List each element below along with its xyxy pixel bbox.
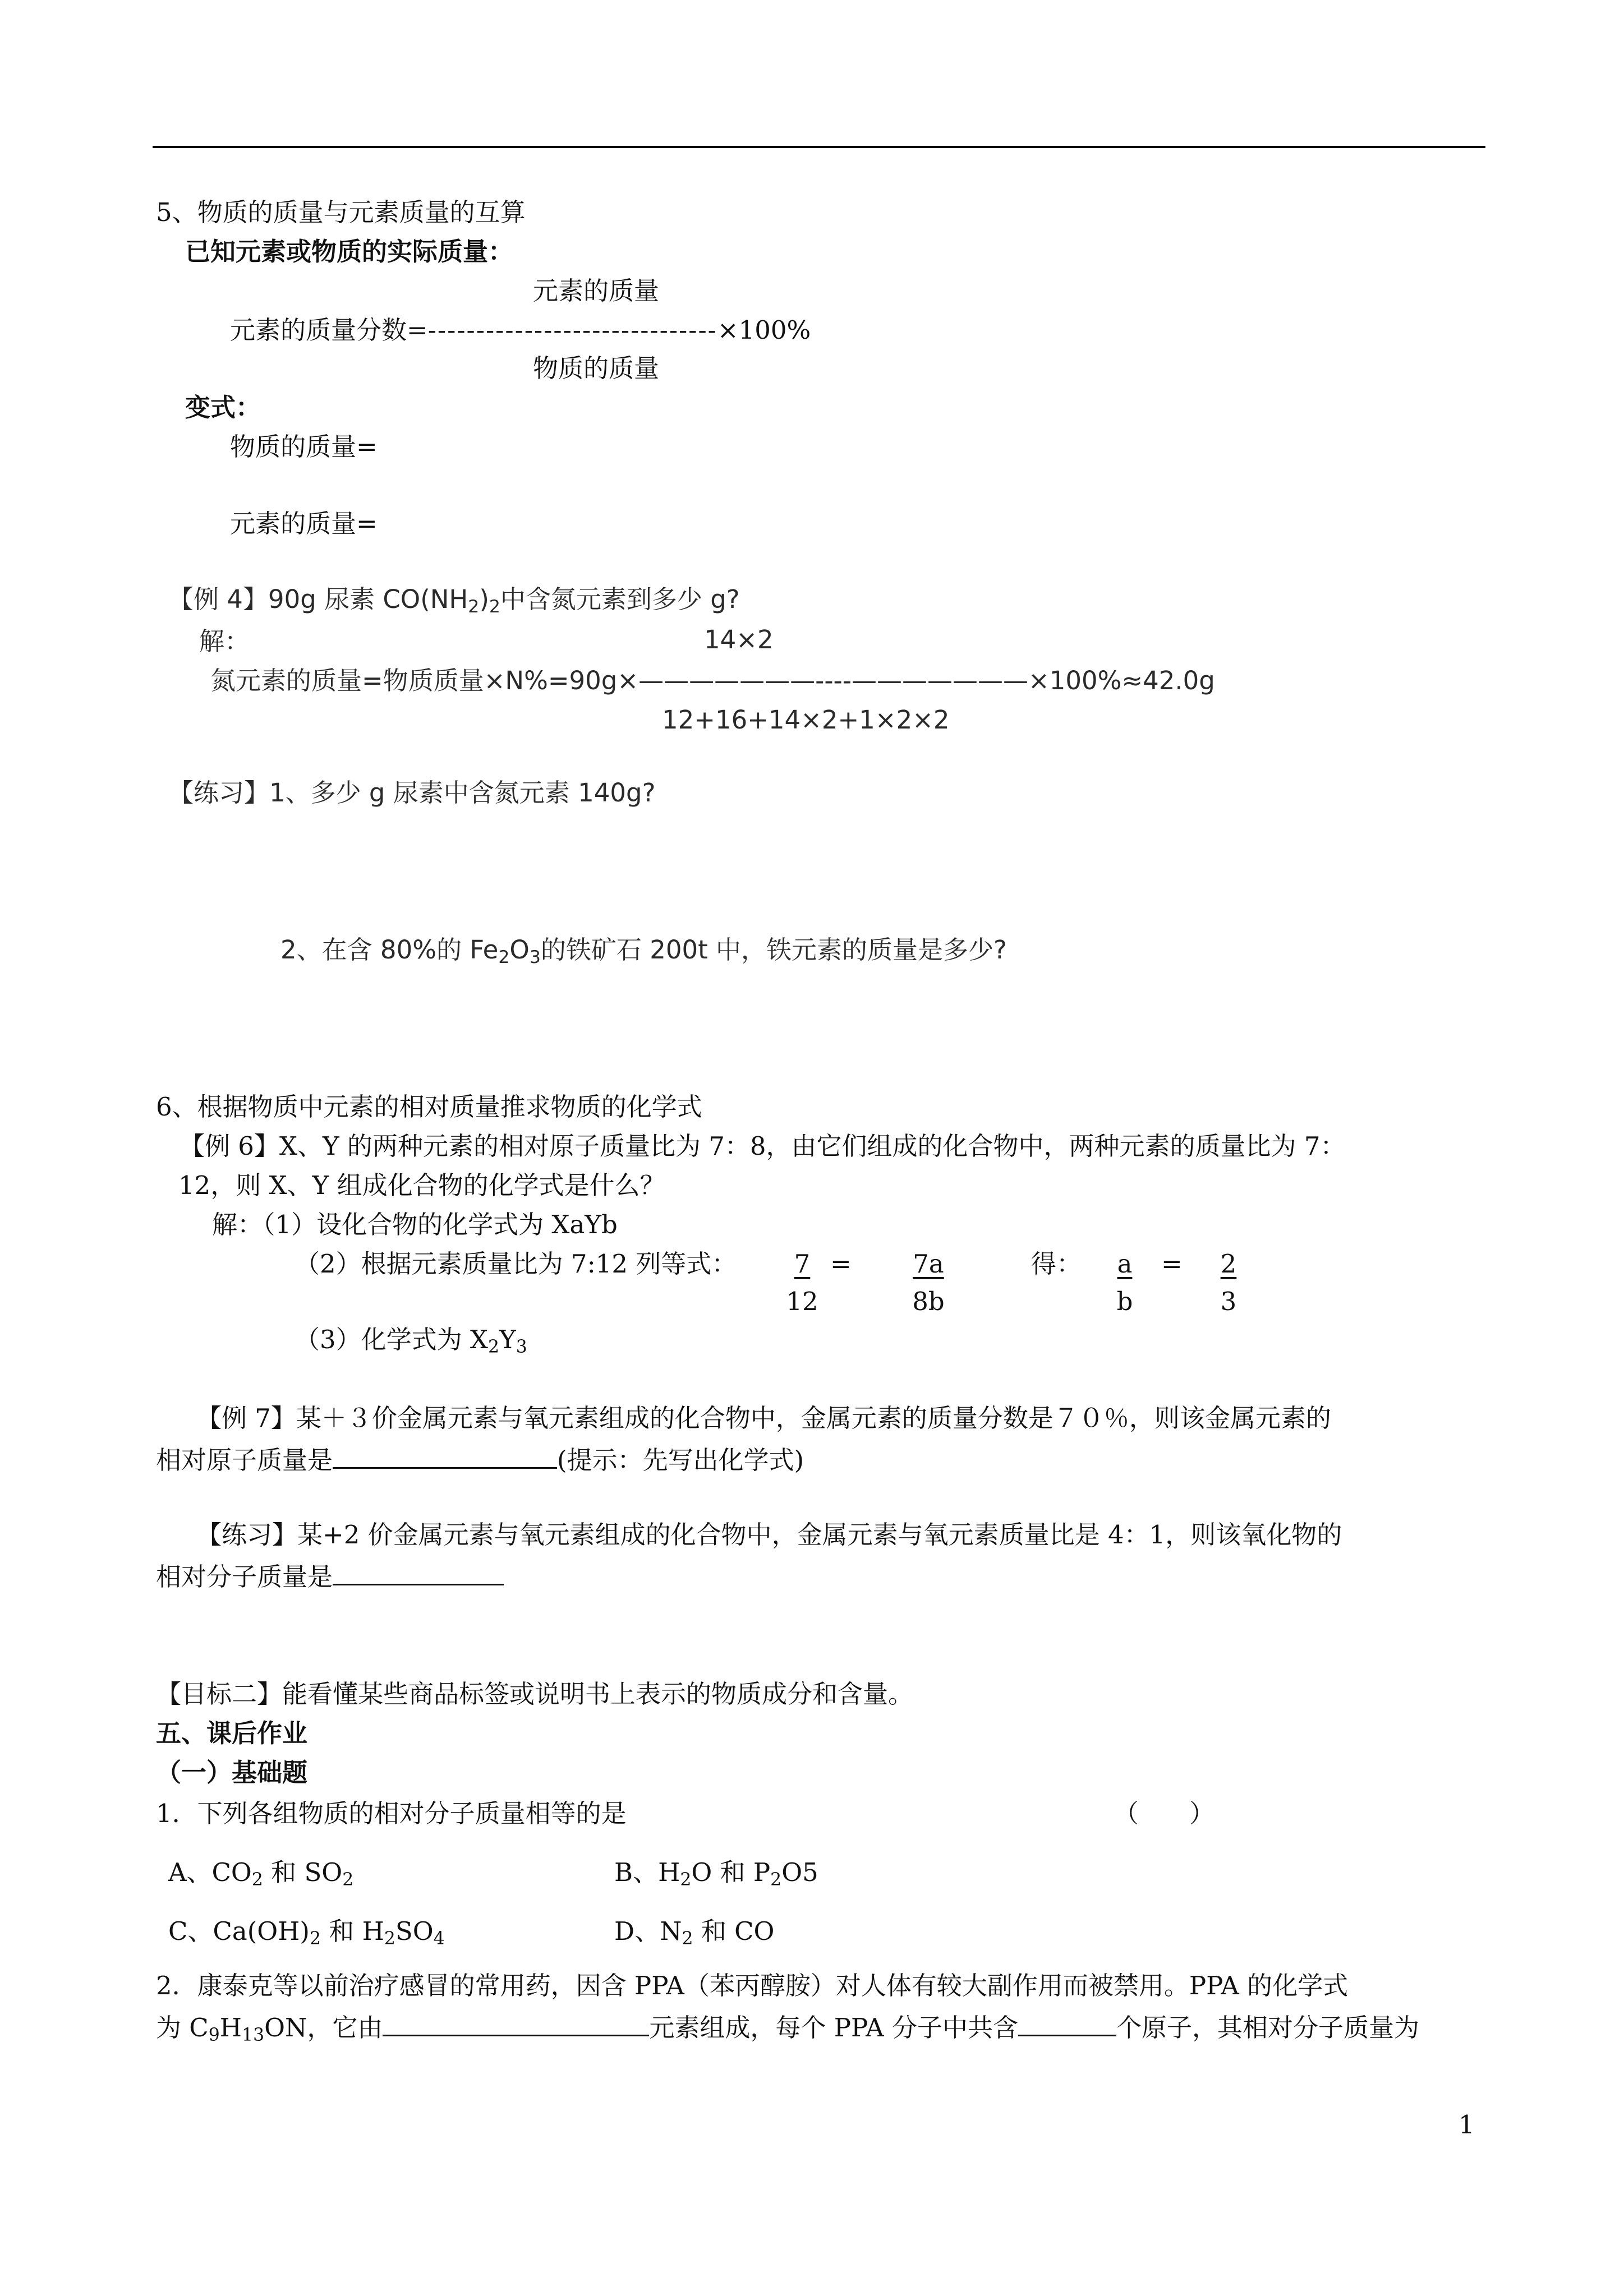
fraction-3-denominator: b: [1116, 1287, 1133, 1316]
question-1: 1．下列各组物质的相对分子质量相等的是: [156, 1799, 627, 1828]
option-d: D、$N_2$ 和 CO: [614, 1916, 775, 1949]
practice-2-line-1: 【练习】某+2 价金属元素与氧元素组成的化合物中，金属元素与氧元素质量比是 4：1，则该氧化物的: [196, 1520, 1342, 1550]
question-2-atoms-blank[interactable]: [1018, 2009, 1116, 2036]
example-6-step-1: 解：（1）设化合物的化学式为 XaYb: [212, 1210, 618, 1239]
equals-sign-1: =: [830, 1249, 852, 1279]
example-4-equation: 氮元素的质量=物质质量×N%=90g×———————----———————×100%≈42.0g: [210, 666, 1215, 695]
formula-denominator: 物质的质量: [533, 353, 660, 383]
header-rule: [153, 146, 1485, 148]
practice-2-line-2: 相对分子质量是: [156, 1558, 504, 1593]
page-number: 1: [1459, 2110, 1475, 2140]
variant-substance-mass: 物质的质量=: [230, 432, 378, 462]
option-a: A、$CO_2$ 和 $SO_2$: [168, 1857, 354, 1890]
example-6-step-2: （2）根据元素质量比为 7:12 列等式：: [295, 1249, 737, 1279]
fraction-3-numerator: a: [1117, 1249, 1133, 1279]
goal-2: 【目标二】能看懂某些商品标签或说明书上表示的物质成分和含量。: [156, 1679, 914, 1709]
section-5-heading: 5、物质的质量与元素质量的互算: [156, 197, 526, 227]
example-7-line-1: 【例 7】某＋３价金属元素与氧元素组成的化合物中，金属元素的质量分数是７０％，则该金属元素的: [196, 1403, 1331, 1433]
question-1-answer-paren[interactable]: （ ）: [1114, 1799, 1215, 1828]
section-6-heading: 6、根据物质中元素的相对质量推求物质的化学式: [156, 1092, 702, 1122]
example-4-numerator: 14×2: [704, 625, 774, 654]
practice-2-answer-blank[interactable]: [333, 1558, 504, 1585]
example-4-title: 【例 4】90g 尿素 $CO(NH_2)_2$中含氮元素到多少 g?: [168, 584, 740, 617]
example-4-solve: 解：: [199, 626, 250, 656]
variant-element-mass: 元素的质量=: [230, 509, 378, 538]
example-6-step-3: （3）化学式为 $X_2Y_3$: [295, 1325, 527, 1357]
question-2-elements-blank[interactable]: [383, 2009, 649, 2036]
homework-title: 五、课后作业: [156, 1718, 308, 1748]
fraction-2-denominator: 8b: [912, 1287, 945, 1316]
fraction-4-denominator: 3: [1220, 1287, 1237, 1316]
question-2-line-2: 为 $C_9H_{13}ON$，它由 元素组成，每个 PPA 分子中共含 个原子，其相对分子质量为: [156, 2009, 1419, 2051]
equals-sign-2: =: [1161, 1249, 1183, 1279]
question-2-line-1: 2．康泰克等以前治疗感冒的常用药，因含 PPA（苯丙醇胺）对人体有较大副作用而被禁用。PPA 的化学式: [156, 1971, 1349, 2000]
fraction-1-numerator: 7: [794, 1249, 811, 1279]
example-6-line-2: 12，则 X、Y 组成化合物的化学式是什么？: [178, 1170, 665, 1200]
formula-numerator: 元素的质量: [533, 276, 660, 306]
example-7-answer-blank[interactable]: [333, 1441, 557, 1469]
option-b: B、$H_2O$ 和 $P_2O5$: [614, 1857, 818, 1890]
option-c: C、$Ca(OH)_2$ 和 $H_2SO_4$: [168, 1916, 445, 1949]
basic-questions-heading: （一）基础题: [156, 1758, 308, 1787]
known-mass-label: 已知元素或物质的实际质量：: [185, 237, 514, 266]
variant-label: 变式：: [185, 393, 261, 422]
fraction-4-numerator: 2: [1220, 1249, 1237, 1279]
example-4-denominator: 12+16+14×2+1×2×2: [662, 705, 950, 735]
example-7-line-2: 相对原子质量是 (提示：先写出化学式): [156, 1441, 804, 1477]
practice-1-q2: 2、在含 80%的 $Fe_2O_3$的铁矿石 200t 中，铁元素的质量是多少?: [280, 935, 1007, 967]
mass-fraction-formula: 元素的质量分数=------------------------------×100%: [230, 315, 811, 345]
result-label: 得：: [1031, 1249, 1082, 1279]
example-6-line-1: 【例 6】X、Y 的两种元素的相对原子质量比为 7：8，由它们组成的化合物中，两种元素的质量比为 7：: [180, 1131, 1346, 1161]
practice-1-q1: 【练习】1、多少 g 尿素中含氮元素 140g?: [168, 778, 656, 808]
fraction-2-numerator: 7a: [913, 1249, 944, 1279]
fraction-1-denominator: 12: [786, 1287, 818, 1316]
